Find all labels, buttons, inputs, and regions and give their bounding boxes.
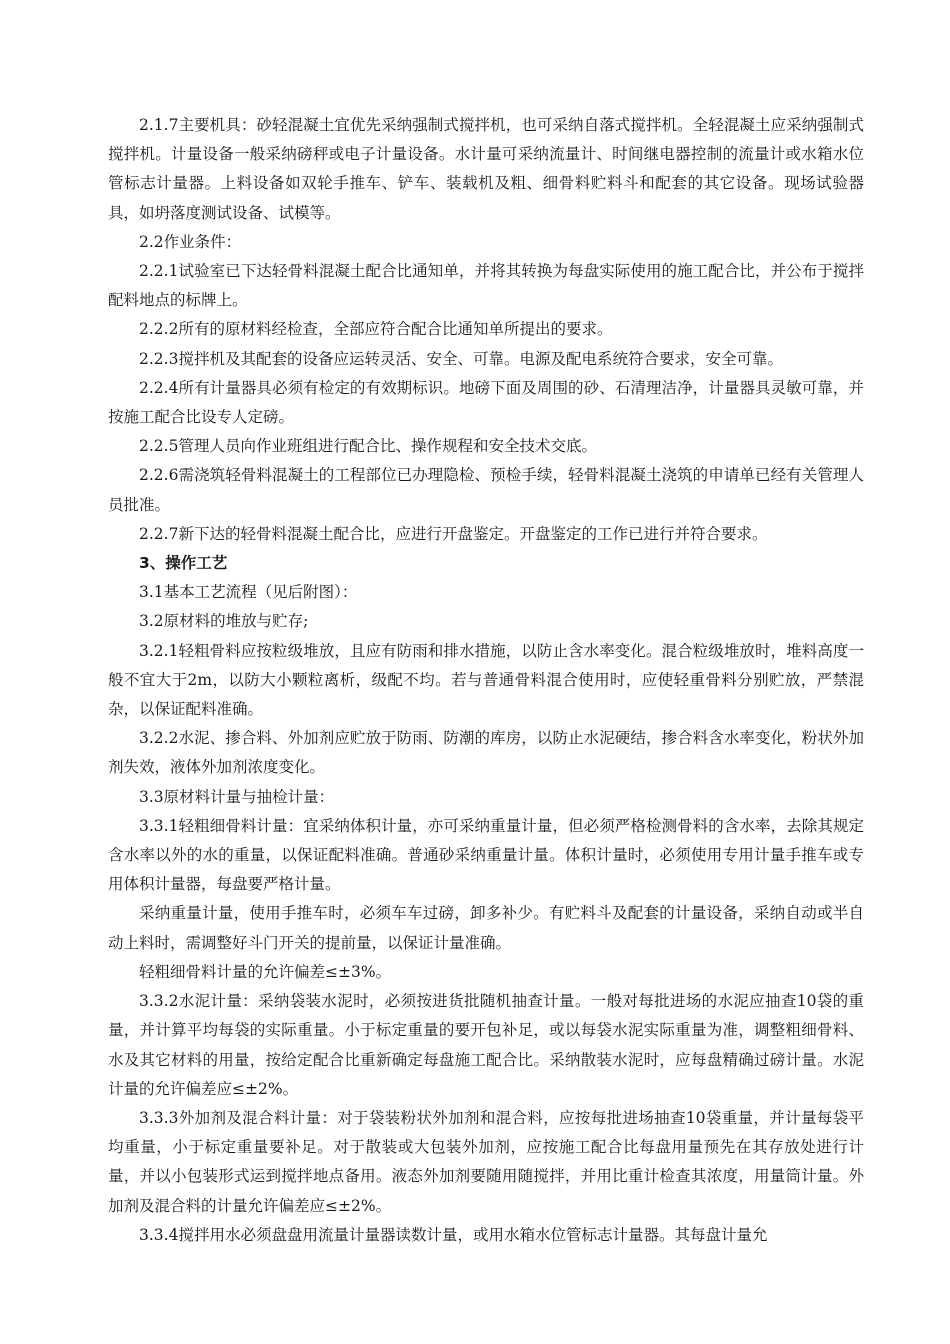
paragraph-2-2-3: 2.2.3搅拌机及其配套的设备应运转灵活、安全、可靠。电源及配电系统符合要求，安全可靠。 — [139, 349, 783, 368]
document-body — [108, 111, 864, 1250]
paragraph-2-2-4: 2.2.4所有计量器具必须有检定的有效期标识。地磅下面及周围的砂、石清理洁净，计量器具灵敏可靠，并按施工配合比设专人定磅。 — [108, 378, 864, 427]
paragraph-2-2-5: 2.2.5管理人员向作业班组进行配合比、操作规程和安全技术交底。 — [139, 437, 597, 456]
paragraph-3-2: 3.2原材料的堆放与贮存; — [139, 612, 309, 631]
paragraph-2-2-1: 2.2.1试验室已下达轻骨料混凝土配合比通知单，并将其转换为每盘实际使用的施工配合比，并公布于搅拌配料地点的标牌上。 — [108, 262, 864, 310]
paragraph-3-3-1: 3.3.1轻粗细骨料计量：宜采纳体积计量，亦可采纳重量计量，但必须严格检测骨料的含水率，去除其规定含水率以外的水的重量，以保证配料准确。普通砂采纳重量计量。体积计量时，必须使用专用计量手推车或专用体积计量器，每盘要严格计量。 — [108, 816, 864, 894]
paragraph-3-2-2: 3.2.2水泥、掺合料、外加剂应贮放于防雨、防潮的库房，以防止水泥硬结，掺合料含水率变化，粉状外加剂失效，液体外加剂浓度变化。 — [108, 729, 864, 777]
paragraph-2-2-2: 2.2.2所有的原材料经检查，全部应符合配合比通知单所提出的要求。 — [139, 320, 613, 339]
paragraph-2-2-7: 2.2.7新下达的轻骨料混凝土配合比，应进行开盘鉴定。开盘鉴定的工作已进行并符合要求。 — [139, 524, 768, 543]
paragraph-3-3-4: 3.3.4搅拌用水必须盘盘用流量计量器读数计量，或用水箱水位管标志计量器。其每盘计量允 — [139, 1225, 768, 1244]
paragraph-2-2: 2.2作业条件： — [139, 232, 242, 251]
section-heading-3: 3、操作工艺 — [139, 554, 228, 573]
paragraph-3-3: 3.3原材料计量与抽检计量： — [139, 787, 335, 806]
paragraph-3-3-2: 3.3.2水泥计量：采纳袋装水泥时，必须按进货批随机抽查计量。一般对每批进场的水泥应抽查10袋的重量，并计算平均每袋的实际重量。小于标定重量的要开包补足，或以每袋水泥实际重量为准，调整粗细骨料、水及其它材料的用量，按给定配合比重新确定每盘施工配合比。采纳散装水泥时，应每盘精确过磅计量。水泥计量的允许偏差应≤±2%。 — [108, 992, 864, 1098]
paragraph-aggregate-tolerance: 轻粗细骨料计量的允许偏差≤±3%。 — [139, 962, 392, 981]
paragraph-3-2-1: 3.2.1轻粗骨料应按粒级堆放，且应有防雨和排水措施，以防止含水率变化。混合粒级堆放时，堆料高度一般不宜大于2m，以防大小颗粒离析，级配不均。若与普通骨料混合使用时，应使轻重骨料分别贮放，严禁混杂，以保证配料准确。 — [108, 641, 864, 719]
paragraph-3-3-3: 3.3.3外加剂及混合料计量：对于袋装粉状外加剂和混合料，应按每批进场抽查10袋重量，并计量每袋平均重量，小于标定重量要补足。对于散装或大包装外加剂，应按施工配合比每盘用量预先在其存放处进行计量，并以小包装形式运到搅拌地点备用。液态外加剂要随用随搅拌，并用比重计检查其浓度，用量筒计量。外加剂及混合料的计量允许偏差应≤±2%。 — [108, 1108, 864, 1215]
paragraph-weight-metering: 采纳重量计量，使用手推车时，必须车车过磅，卸多补少。有贮料斗及配套的计量设备，采纳自动或半自动上料时，需调整好斗门开关的提前量，以保证计量准确。 — [108, 904, 864, 952]
paragraph-2-1-7: 2.1.7主要机具：砂轻混凝土宜优先采纳强制式搅拌机，也可采纳自落式搅拌机。全轻混凝土应采纳强制式搅拌机。计量设备一般采纳磅秤或电子计量设备。水计量可采纳流量计、时间继电器控制的流量计或水箱水位管标志计量器。上料设备如双轮手推车、铲车、装载机及粗、细骨料贮料斗和配套的其它设备。现场试验器具，如坍落度测试设备、试模等。 — [108, 116, 864, 222]
paragraph-3-1: 3.1基本工艺流程（见后附图）： — [139, 583, 358, 602]
paragraph-2-2-6: 2.2.6需浇筑轻骨料混凝土的工程部位已办理隐检、预检手续，轻骨料混凝土浇筑的申请单已经有关管理人员批准。 — [108, 466, 864, 514]
